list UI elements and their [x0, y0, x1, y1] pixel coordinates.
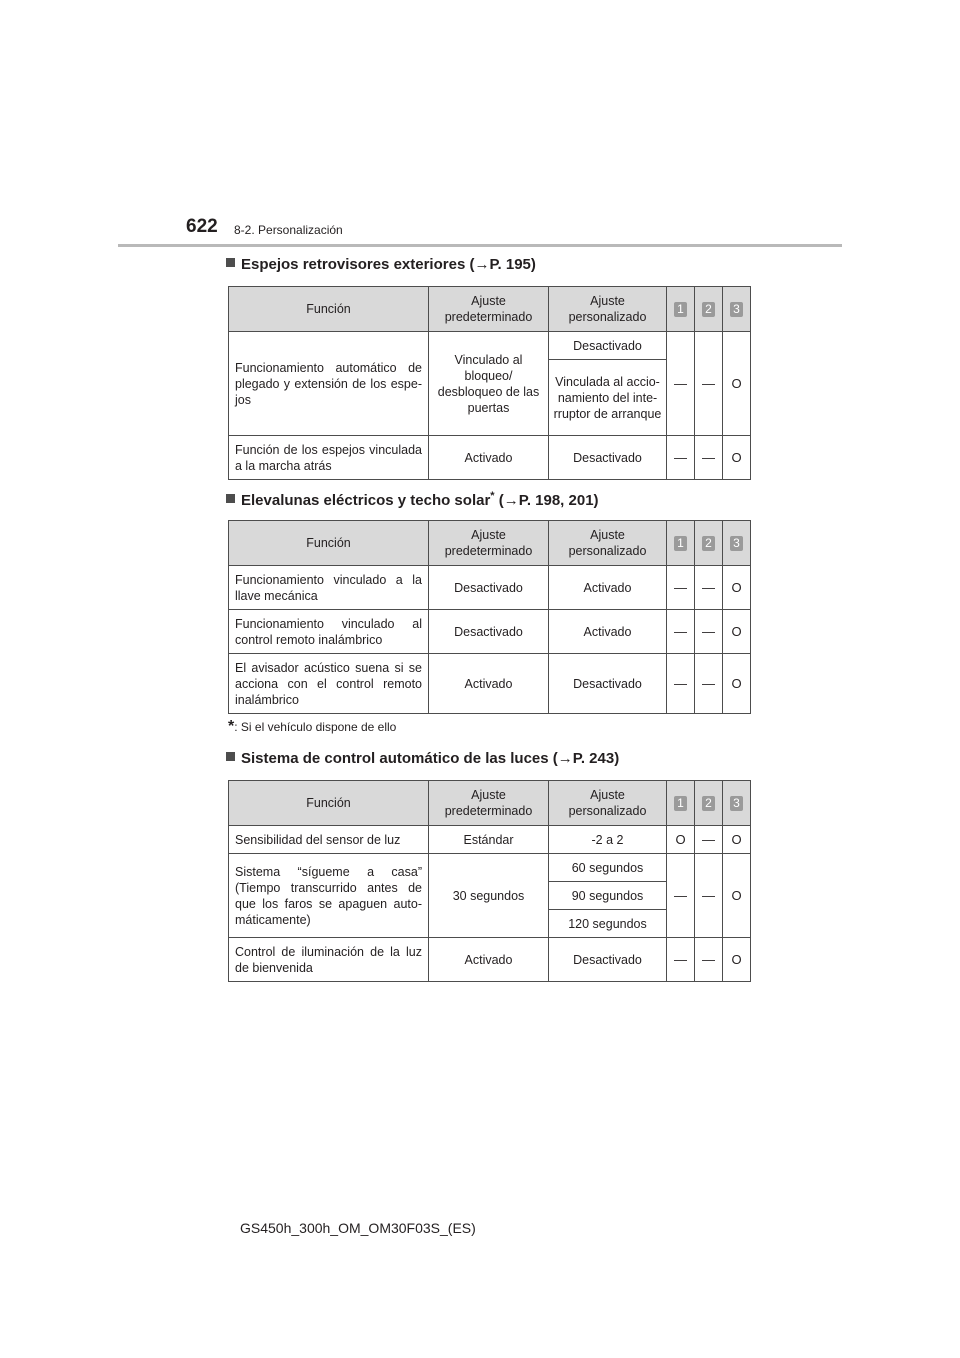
row-custom: Desactivado: [549, 938, 667, 982]
heading-windows-title: Elevalunas eléctricos y techo solar: [241, 492, 491, 509]
table-row: [229, 332, 751, 360]
row-mark-3: O: [723, 854, 751, 938]
row-mark-2: —: [695, 332, 723, 436]
heading-mirrors: [226, 256, 536, 273]
row-default: 30 segundos: [429, 854, 549, 938]
col-function-header: Función: [229, 781, 429, 826]
heading-windows: [226, 490, 599, 509]
row-custom: Desactivado: [549, 436, 667, 480]
col-1-header: [667, 287, 695, 332]
row-custom: 120 segundos: [549, 910, 667, 938]
arrow-icon: →: [474, 256, 490, 273]
heading-mirrors-ref: P. 195): [489, 256, 536, 273]
heading-lights-title: Sistema de control automático de las luces (: [241, 750, 558, 767]
number-3-icon: 3: [730, 796, 743, 811]
document-code: GS450h_300h_OM_OM30F03S_(ES): [240, 1220, 476, 1236]
number-1-icon: 1: [674, 796, 687, 811]
row-mark-3: O: [723, 436, 751, 480]
row-default: Vinculado al bloqueo/ desbloqueo de las puertas: [429, 332, 549, 436]
heading-lights: [226, 750, 619, 767]
col-custom-header: Ajuste personalizado: [549, 287, 667, 332]
heading-windows-ref: (→P. 198, 201): [498, 492, 599, 509]
row-mark-2: —: [695, 566, 723, 610]
row-mark-3: O: [723, 654, 751, 714]
row-function: Función de los espejos vinculada a la marcha atrás: [229, 436, 429, 480]
row-mark-1: O: [667, 826, 695, 854]
row-custom: 90 segundos: [549, 882, 667, 910]
row-default: Desactivado: [429, 610, 549, 654]
row-mark-1: —: [667, 938, 695, 982]
row-function: El avisador acústico suena si se acciona con el control remoto inalámbrico: [229, 654, 429, 714]
row-mark-2: —: [695, 436, 723, 480]
row-mark-1: —: [667, 610, 695, 654]
table-mirrors: [228, 286, 751, 480]
row-custom: Activado: [549, 610, 667, 654]
heading-mirrors-title: Espejos retrovisores exteriores (: [241, 256, 475, 273]
row-mark-1: —: [667, 854, 695, 938]
row-function: Funcionamiento automático de plegado y extensión de los espe-jos: [229, 332, 429, 436]
row-mark-2: —: [695, 654, 723, 714]
footnote: [228, 718, 396, 736]
arrow-icon: →: [557, 750, 573, 767]
row-function: Funcionamiento vinculado a la llave mecánica: [229, 566, 429, 610]
row-default: Activado: [429, 436, 549, 480]
row-function: Sistema “sígueme a casa” (Tiempo transcurrido antes de que los faros se apaguen auto-máticamente): [229, 854, 429, 938]
number-1-icon: 1: [674, 302, 687, 317]
row-default: Activado: [429, 654, 549, 714]
table-row: [229, 938, 751, 982]
table-row: [229, 610, 751, 654]
col-custom-header: Ajuste personalizado: [549, 521, 667, 566]
table-row: [229, 654, 751, 714]
footnote-text: : Si el vehículo dispone de ello: [234, 720, 397, 734]
square-bullet-icon: [226, 258, 235, 267]
number-2-icon: 2: [702, 302, 715, 317]
square-bullet-icon: [226, 494, 235, 503]
col-2-header: [695, 521, 723, 566]
row-function: Control de iluminación de la luz de bienvenida: [229, 938, 429, 982]
row-mark-1: —: [667, 566, 695, 610]
page-number: 622: [186, 216, 218, 237]
row-default: Desactivado: [429, 566, 549, 610]
heading-lights-ref: P. 243): [572, 750, 620, 767]
number-2-icon: 2: [702, 796, 715, 811]
row-mark-2: —: [695, 610, 723, 654]
col-2-header: [695, 781, 723, 826]
row-mark-1: —: [667, 332, 695, 436]
number-3-icon: 3: [730, 536, 743, 551]
col-default-header: Ajuste predeterminado: [429, 287, 549, 332]
col-function-header: Función: [229, 521, 429, 566]
row-function: Sensibilidad del sensor de luz: [229, 826, 429, 854]
table-row: [229, 854, 751, 882]
col-1-header: [667, 781, 695, 826]
table-windows: [228, 520, 751, 714]
row-mark-1: —: [667, 654, 695, 714]
col-1-header: [667, 521, 695, 566]
col-3-header: [723, 521, 751, 566]
row-mark-3: O: [723, 826, 751, 854]
col-default-header: Ajuste predeterminado: [429, 521, 549, 566]
section-title: 8-2. Personalización: [234, 223, 343, 237]
row-mark-3: O: [723, 566, 751, 610]
col-3-header: [723, 781, 751, 826]
row-custom: Activado: [549, 566, 667, 610]
row-mark-2: —: [695, 854, 723, 938]
row-mark-1: —: [667, 436, 695, 480]
square-bullet-icon: [226, 752, 235, 761]
footnote-star: *: [228, 718, 235, 735]
col-function-header: Función: [229, 287, 429, 332]
row-mark-2: —: [695, 938, 723, 982]
col-default-header: Ajuste predeterminado: [429, 781, 549, 826]
row-custom: Desactivado: [549, 332, 667, 360]
row-mark-3: O: [723, 332, 751, 436]
col-2-header: [695, 287, 723, 332]
table-lights: [228, 780, 751, 982]
table-row: [229, 436, 751, 480]
number-1-icon: 1: [674, 536, 687, 551]
row-function: Funcionamiento vinculado al control remoto inalámbrico: [229, 610, 429, 654]
row-mark-2: —: [695, 826, 723, 854]
table-row: [229, 826, 751, 854]
row-mark-3: O: [723, 610, 751, 654]
number-3-icon: 3: [730, 302, 743, 317]
row-custom: 60 segundos: [549, 854, 667, 882]
header-rule: [118, 244, 842, 247]
number-2-icon: 2: [702, 536, 715, 551]
row-custom: -2 a 2: [549, 826, 667, 854]
row-default: Estándar: [429, 826, 549, 854]
footnote-star-mark: *: [490, 490, 495, 502]
row-default: Activado: [429, 938, 549, 982]
table-row: [229, 566, 751, 610]
row-custom: Vinculada al accio-namiento del inte-rruptor de arranque: [549, 360, 667, 436]
row-custom: Desactivado: [549, 654, 667, 714]
col-3-header: [723, 287, 751, 332]
col-custom-header: Ajuste personalizado: [549, 781, 667, 826]
row-mark-3: O: [723, 938, 751, 982]
